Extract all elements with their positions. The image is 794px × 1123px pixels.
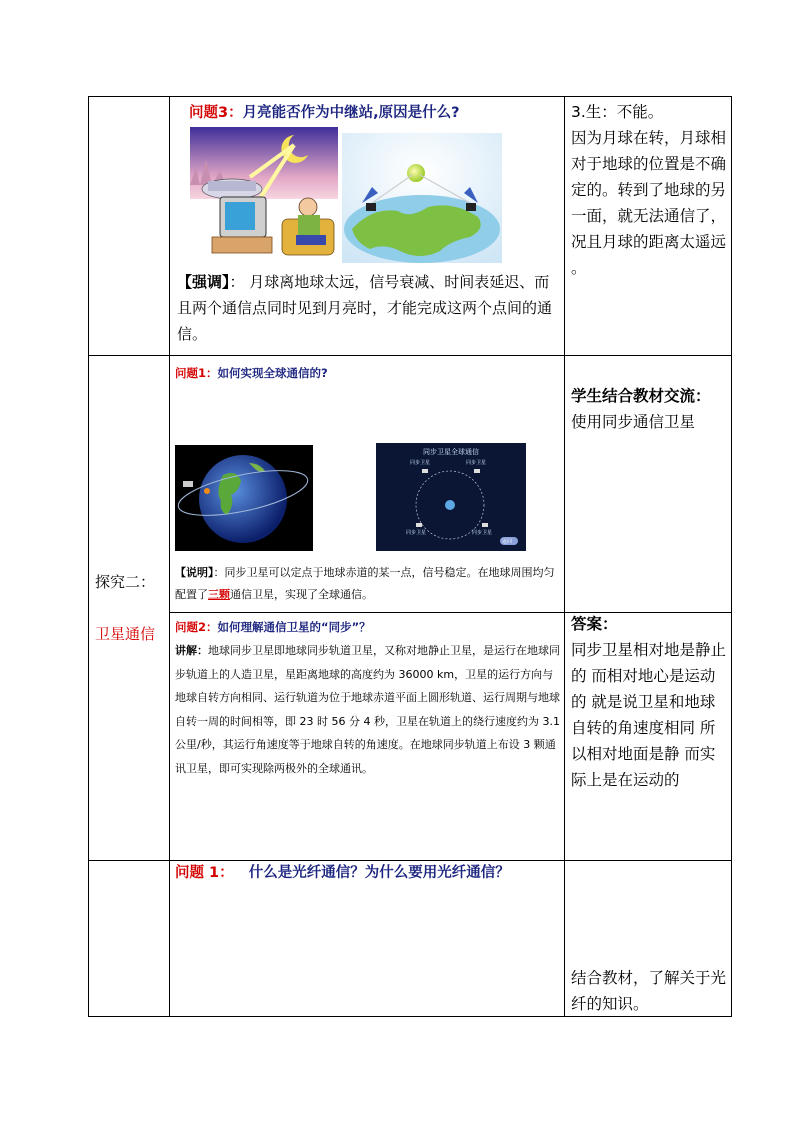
synchronous-satellites-screen xyxy=(376,443,526,551)
answer-row2 xyxy=(571,383,729,435)
question-1-heading xyxy=(175,363,328,383)
section-label-explore-2: 探究二： xyxy=(95,573,156,591)
answer-row3-text: 同步卫星相对地是静止的 而相对地心是运动的 就是说卫星和地球自转的角速度相同 所以相对地面是静 而实际上是在运动的 xyxy=(571,641,727,789)
moon-relay-cartoon xyxy=(190,127,338,261)
satellite-label-2: 同步卫星 xyxy=(466,460,487,466)
question-1-label: 问题1： xyxy=(175,366,218,380)
back-button[interactable]: 返回 xyxy=(502,539,513,545)
answer-row1-prefix: 3.生： xyxy=(571,103,617,121)
answer-row4: 结合教材，了解关于光纤的知识。 xyxy=(571,969,727,1013)
explanation-paragraph xyxy=(175,639,561,780)
satellite-label-1: 同步卫星 xyxy=(410,460,431,466)
answer-row2-bold: 学生结合教材交流： xyxy=(571,387,711,405)
lesson-table xyxy=(88,96,732,1017)
fiber-question-heading xyxy=(175,863,510,883)
question-3-label: 问题3： xyxy=(189,105,243,121)
note-label: 【说明】 xyxy=(175,566,214,579)
emphasis-paragraph xyxy=(177,269,555,347)
fiber-question-label: 问题 1： xyxy=(175,865,234,881)
emphasis-text: ： 月球离地球太远，信号衰减、时间表延迟、而且两个通信点同时见到月亮时，才能完成这两个点间的通信。 xyxy=(177,273,553,343)
section-label-satellite: 卫星通信 xyxy=(95,625,156,643)
answer-row1 xyxy=(571,99,727,281)
satellite-label-4: 同步卫星 xyxy=(472,530,493,536)
answer-row3-bold: 答案： xyxy=(571,615,618,633)
emphasis-label: 【强调】 xyxy=(177,273,230,291)
row-divider-3 xyxy=(89,860,731,861)
answer-row1-body: 因为月球在转，月球相对于地球的位置是不确定的。转到了地球的另一面，就无法通信了，况且月球的距离太遥远 。 xyxy=(571,129,727,277)
question-2-text: 如何理解通信卫星的“同步”？ xyxy=(217,620,371,634)
earth-moon-diagram xyxy=(342,133,502,263)
column-divider-2 xyxy=(564,97,565,1016)
answer-row1-first: 不能。 xyxy=(616,103,664,121)
satellite-label-3: 同步卫星 xyxy=(406,530,427,536)
explanation-label: 讲解： xyxy=(175,644,208,657)
fiber-question-text: 什么是光纤通信？为什么要用光纤通信？ xyxy=(248,865,510,881)
question-1-text: 如何实现全球通信的? xyxy=(217,366,328,380)
answer-row2-text: 使用同步通信卫星 xyxy=(571,413,696,431)
screen-title: 同步卫星全球通信 xyxy=(423,448,479,456)
explanation-text: 地球同步卫星即地球同步轨道卫星，又称对地静止卫星，是运行在地球同步轨道上的人造卫星，星距离地球的高度约为 36000 km，卫星的运行方向与地球自转方向相同、运行轨道为位于地球赤道平面上圆形轨道、运行周期与地球自转一周的时间相等，即 23 时 56 分 4 秒，卫星在轨道上的绕行速度约为 3.1 公里/秒，其运行角速度等于地球自转的角速度。在地球同步轨道上布设 3 颗通讯卫星，即可实现除两极外的全球通讯。 xyxy=(175,644,560,775)
question-2-label: 问题2： xyxy=(175,620,218,634)
row-divider-1 xyxy=(89,355,731,356)
question-2-heading xyxy=(175,617,371,637)
question-3-text: 月亮能否作为中继站,原因是什么? xyxy=(242,105,460,121)
column-divider-1 xyxy=(169,97,170,1016)
earth-orbit-image xyxy=(175,445,313,551)
note-text-a: ：同步卫星可以定点于地球赤道的某一点，信号稳定。在地球周围均匀配置了 xyxy=(175,566,555,601)
question-3-heading xyxy=(189,103,460,123)
note-highlight: 三颗 xyxy=(208,588,230,601)
answer-row3 xyxy=(571,611,727,793)
note-text-b: 通信卫星，实现了全球通信。 xyxy=(230,588,373,601)
note-paragraph xyxy=(175,562,557,606)
